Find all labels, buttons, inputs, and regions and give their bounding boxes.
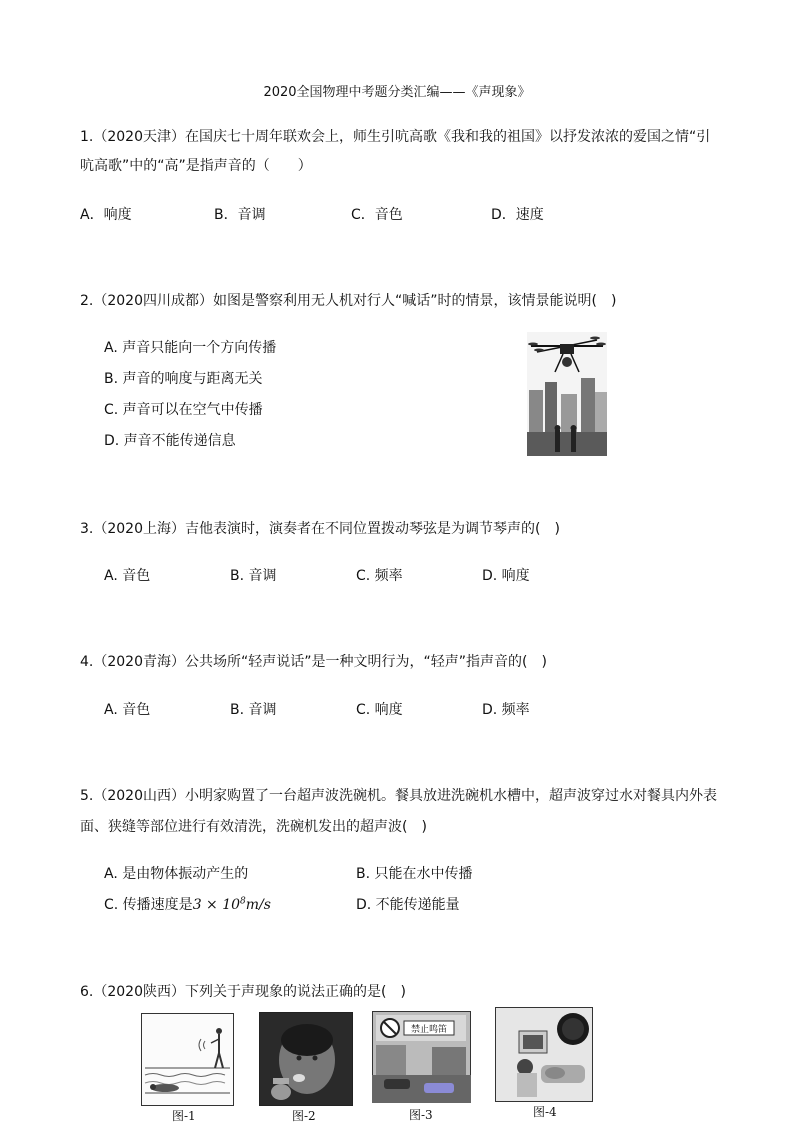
figure-2-label: 图-2 — [292, 1109, 316, 1123]
question-2-option-b: B. 声音的响度与距离无关 — [104, 371, 263, 387]
question-3-option-b: B. 音调 — [230, 568, 277, 584]
question-5-stem-line1: 5.（2020山西）小明家购置了一台超声波洗碗机。餐具放进洗碗机水槽中，超声波穿过水对餐具内外表 — [80, 788, 717, 804]
question-4-option-d: D. 频率 — [482, 702, 530, 718]
question-4-option-b: B. 音调 — [230, 702, 277, 718]
figure-3-image — [372, 1011, 471, 1103]
question-2-option-d: D. 声音不能传递信息 — [104, 433, 236, 449]
question-5-option-c — [104, 894, 271, 914]
drone-police-photo — [527, 332, 607, 456]
figure-4-image — [495, 1007, 593, 1102]
figure-2-image — [259, 1012, 353, 1106]
formula-base: 3 × 10 — [192, 897, 241, 913]
question-6-stem: 6.（2020陕西）下列关于声现象的说法正确的是( ) — [80, 984, 406, 1000]
question-1-stem-line2: 吭高歌”中的“高”是指声音的（ ） — [80, 158, 312, 174]
question-5-option-b: B. 只能在水中传播 — [356, 866, 473, 882]
question-2-stem: 2.（2020四川成都）如图是警察利用无人机对行人“喊话”时的情景，该情景能说明( ) — [80, 293, 617, 309]
page-title: 2020全国物理中考题分类汇编——《声现象》 — [263, 85, 531, 100]
question-3-stem: 3.（2020上海）吉他表演时，演奏者在不同位置拨动琴弦是为调节琴声的( ) — [80, 521, 560, 537]
figure-1-image — [141, 1013, 234, 1106]
question-1-option-c: C．音色 — [351, 207, 403, 223]
question-1-option-b: B．音调 — [214, 207, 266, 223]
question-4-stem: 4.（2020青海）公共场所“轻声说话”是一种文明行为，“轻声”指声音的( ) — [80, 654, 547, 670]
figure-4-label: 图-4 — [533, 1105, 557, 1119]
question-1-option-a: A．响度 — [80, 207, 132, 223]
question-5-option-c-formula — [193, 897, 271, 913]
question-2-option-a: A. 声音只能向一个方向传播 — [104, 340, 277, 356]
question-1-stem-line1: 1.（2020天津）在国庆七十周年联欢会上，师生引吭高歌《我和我的祖国》以抒发浓浓的爱国之情“引 — [80, 129, 711, 145]
question-3-option-c: C. 频率 — [356, 568, 403, 584]
question-4-option-a: A. 音色 — [104, 702, 151, 718]
question-4-option-c: C. 响度 — [356, 702, 403, 718]
no-horn-sign-text: 禁止鸣笛 — [410, 1025, 448, 1035]
question-2-option-c: C. 声音可以在空气中传播 — [104, 402, 263, 418]
formula-unit: m/s — [245, 897, 271, 913]
question-5-option-a: A. 是由物体振动产生的 — [104, 866, 249, 882]
question-5-option-c-label: C. 传播速度是 — [104, 897, 193, 913]
question-5-stem-line2: 面、狭缝等部位进行有效清洗，洗碗机发出的超声波( ) — [80, 819, 427, 835]
question-3-option-d: D. 响度 — [482, 568, 530, 584]
question-1-option-d: D．速度 — [491, 207, 544, 223]
figure-1-label: 图-1 — [172, 1109, 196, 1123]
formula-exponent: 8 — [240, 896, 246, 907]
question-5-option-d: D. 不能传递能量 — [356, 897, 460, 913]
question-3-option-a: A. 音色 — [104, 568, 151, 584]
figure-3-label: 图-3 — [409, 1108, 433, 1122]
